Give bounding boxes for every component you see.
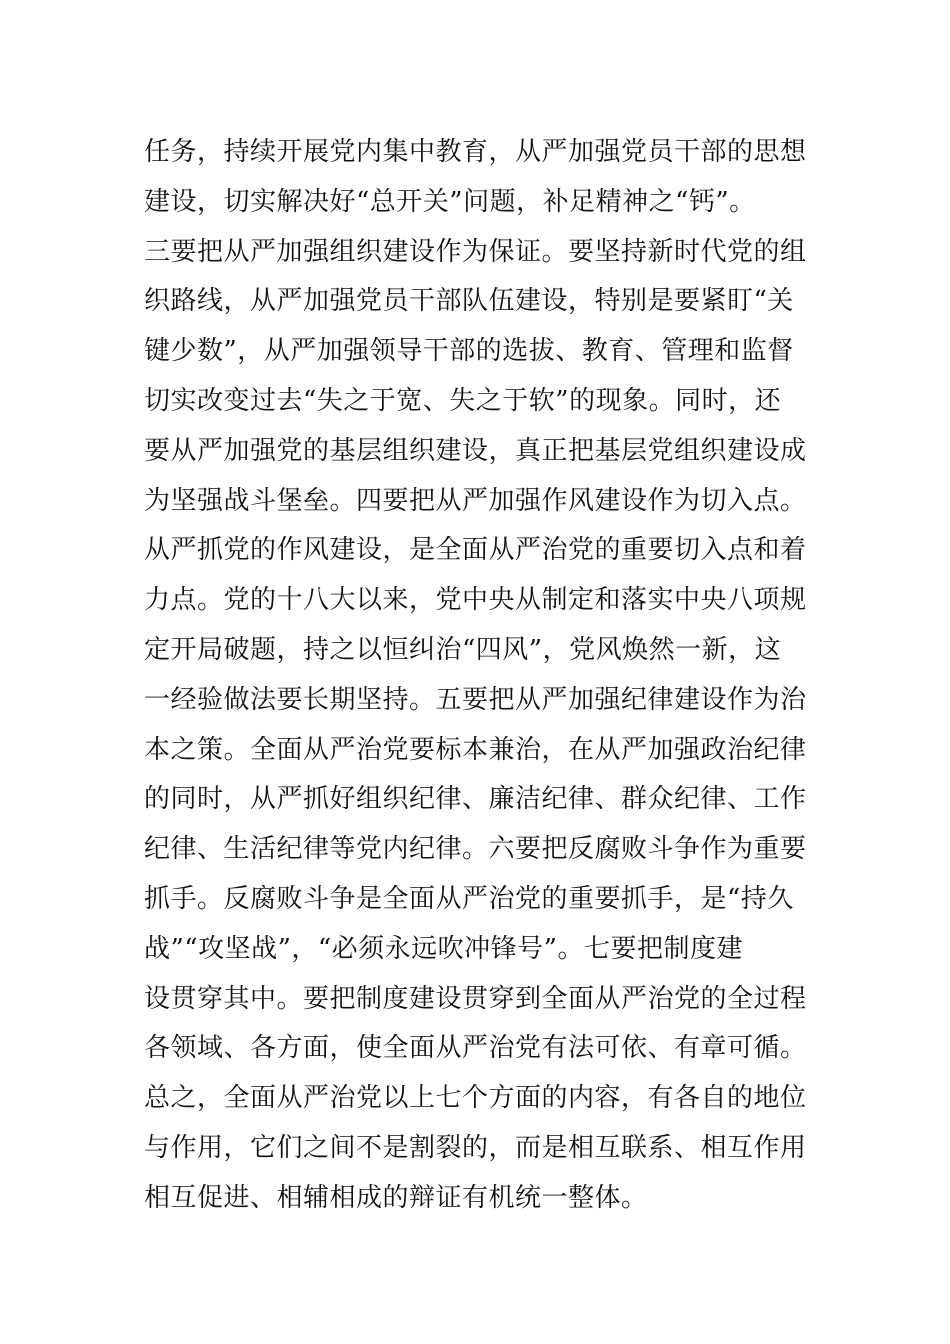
text-line: 纪律、生活纪律等党内纪律。六要把反腐败斗争作为重要 [144, 834, 807, 865]
text-line: 建设，切实解决好“总开关”问题，补足精神之“钙”。 [144, 186, 756, 217]
text-line: 与作用，它们之间不是割裂的，而是相互联系、相互作用 [144, 1132, 807, 1163]
text-line: 设贯穿其中。要把制度建设贯穿到全面从严治党的全过程 [144, 983, 807, 1014]
text-line: 要从严加强党的基层组织建设，真正把基层党组织建设成 [144, 435, 807, 466]
text-line: 力点。党的十八大以来，党中央从制定和落实中央八项规 [144, 585, 807, 616]
text-line: 键少数”，从严加强领导干部的选拔、教育、管理和监督 [144, 336, 794, 367]
text-line: 切实改变过去“失之于宽、失之于软”的现象。同时，还 [144, 385, 782, 416]
text-line: 定开局破题，持之以恒纠治“四风”，党风焕然一新，这 [144, 634, 782, 665]
text-line: 织路线，从严加强党员干部队伍建设，特别是要紧盯“关 [144, 286, 794, 317]
text-line: 战”“攻坚战”，“必须永远吹冲锋号”。七要把制度建 [144, 933, 743, 964]
text-line: 三要把从严加强组织建设作为保证。要坚持新时代党的组 [144, 236, 807, 267]
text-line: 任务，持续开展党内集中教育，从严加强党员干部的思想 [144, 137, 807, 167]
text-line: 抓手。反腐败斗争是全面从严治党的重要抓手，是“持久 [144, 883, 794, 914]
text-line: 各领域、各方面，使全面从严治党有法可依、有章可循。 [144, 1033, 807, 1064]
text-line: 从严抓党的作风建设，是全面从严治党的重要切入点和着 [144, 535, 807, 566]
text-line: 本之策。全面从严治党要标本兼治，在从严加强政治纪律 [144, 734, 807, 765]
text-line: 总之，全面从严治党以上七个方面的内容，有各自的地位 [144, 1083, 807, 1114]
text-line: 一经验做法要长期坚持。五要把从严加强纪律建设作为治 [144, 684, 807, 715]
text-line: 的同时，从严抓好组织纪律、廉洁纪律、群众纪律、工作 [144, 784, 807, 815]
text-line: 相互促进、相辅相成的辩证有机统一整体。 [144, 1182, 648, 1213]
body-paragraph [144, 128, 814, 1224]
text-line: 为坚强战斗堡垒。四要把从严加强作风建设作为切入点。 [144, 485, 807, 516]
